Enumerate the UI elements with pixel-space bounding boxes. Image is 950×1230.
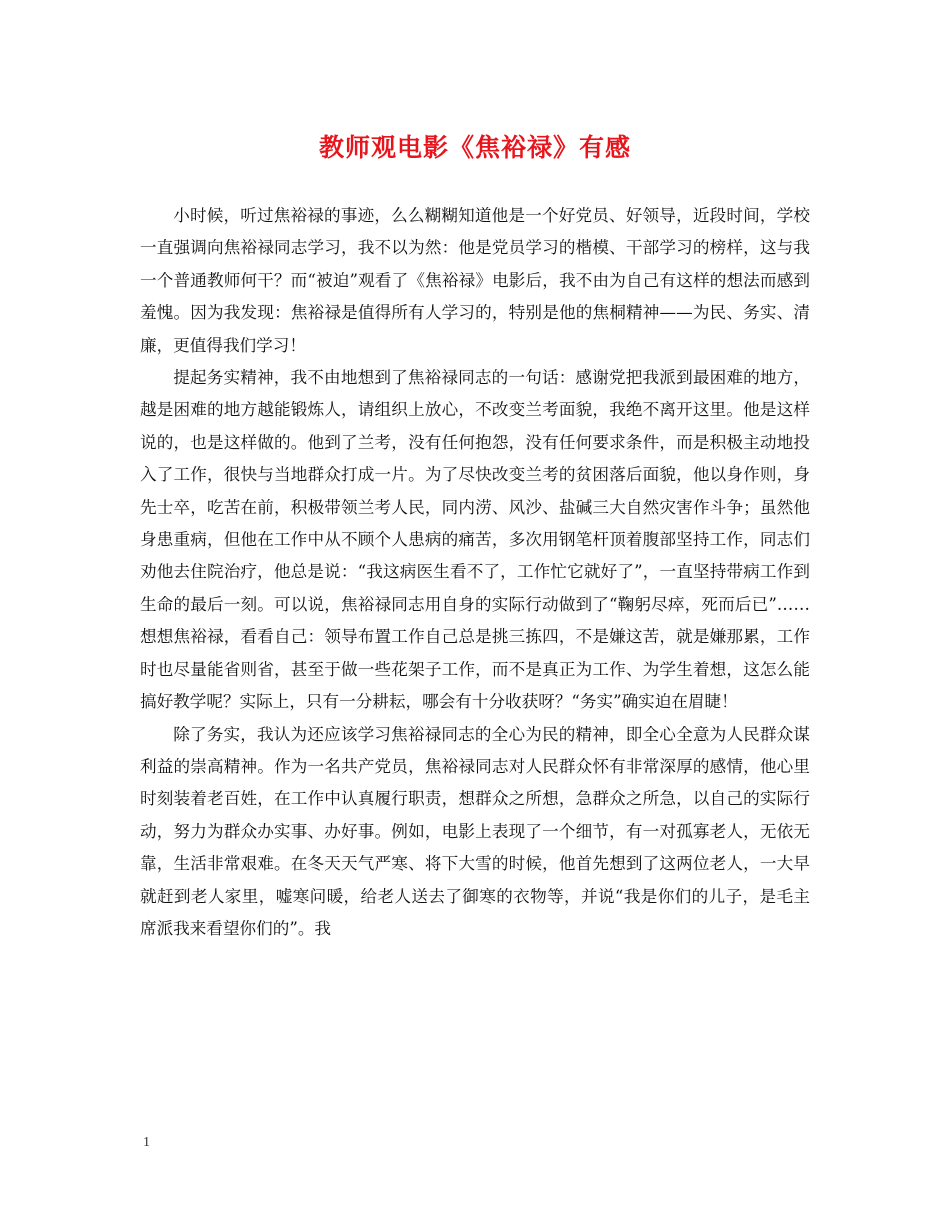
paragraph-2: 提起务实精神，我不由地想到了焦裕禄同志的一句话：感谢党把我派到最困难的地方，越是困难的地方越能锻炼人，请组织上放心，不改变兰考面貌，我绝不离开这里。他是这样说的，也是这样做的。他到了兰考，没有任何抱怨，没有任何要求条件，而是积极主动地投入了工作，很快与当地群众打成一片。为了尽快改变兰考的贫困落后面貌，他以身作则，身先士卒，吃苦在前，积极带领兰考人民，同内涝、风沙、盐碱三大自然灾害作斗争；虽然他身患重病，但他在工作中从不顾个人患病的痛苦，多次用钢笔杆顶着腹部坚持工作，同志们劝他去住院治疗，他总是说：“我这病医生看不了，工作忙它就好了”，一直坚持带病工作到生命的最后一刻。可以说，焦裕禄同志用自身的实际行动做到了“鞠躬尽瘁，死而后已”…… 想想焦裕禄，看看自己：领导布置工作自己总是挑三拣四，不是嫌这苦，就是嫌那累，工作时也尽量能省则省，甚至于做一些花架子工作，而不是真正为工作、为学生着想，这怎么能搞好教学呢？实际上，只有一分耕耘，哪会有十分收获呀？“务实”确实迫在眉睫！ (140, 368, 810, 712)
paragraph-3: 除了务实，我认为还应该学习焦裕禄同志的全心为民的精神，即全心全意为人民群众谋利益的崇高精神。作为一名共产党员，焦裕禄同志对人民群众怀有非常深厚的感情，他心里时刻装着老百姓，在工作中认真履行职责，想群众之所想，急群众之所急，以自己的实际行动，努力为群众办实事、办好事。例如，电影上表现了一个细节，有一对孤寡老人，无依无靠，生活非常艰难。在冬天天气严寒、将下大雪的时候，他首先想到了这两位老人，一大早就赶到老人家里，嘘寒问暖，给老人送去了御寒的衣物等，并说“我是你们的儿子，是毛主席派我来看望你们的”。我 (140, 724, 810, 938)
document-body (140, 200, 810, 945)
paragraph-1: 小时候，听过焦裕禄的事迹，么么糊糊知道他是一个好党员、好领导，近段时间，学校一直强调向焦裕禄同志学习，我不以为然：他是党员学习的楷模、干部学习的榜样，这与我一个普通教师何干？而“被迫”观看了《焦裕禄》电影后，我不由为自己有这样的想法而感到羞愧。因为我发现：焦裕禄是值得所有人学习的，特别是他的焦桐精神——为民、务实、清廉，更值得我们学习！ (140, 206, 810, 355)
document-title: 教师观电影《焦裕禄》有感 (318, 133, 631, 162)
page-number: 1 (143, 1135, 150, 1150)
